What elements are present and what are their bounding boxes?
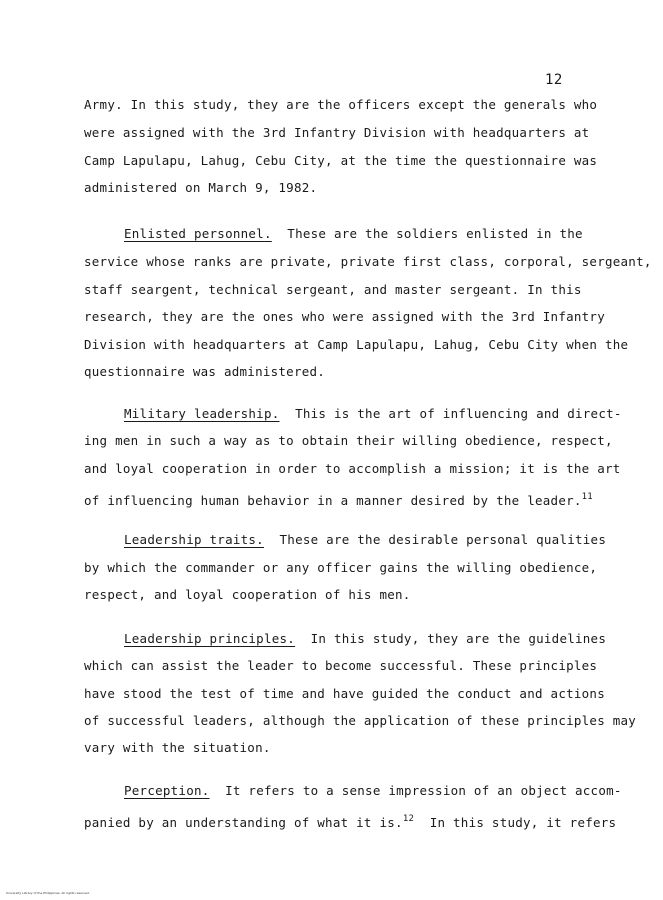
body-text: of influencing human behavior in a manner desired by the leader. — [84, 493, 582, 508]
term-perception: Perception. — [124, 783, 210, 798]
term-leadership-principles: Leadership principles. — [124, 631, 296, 646]
body-line: which can assist the leader to become successful. These principles — [84, 658, 598, 673]
footnote-marker: 12 — [402, 814, 415, 824]
body-line: questionnaire was administered. — [84, 364, 326, 379]
body-line — [84, 489, 593, 509]
definition-text: These are the desirable personal qualities — [263, 532, 607, 547]
definition-text: In this study, they are the guidelines — [295, 631, 607, 646]
body-line: were assigned with the 3rd Infantry Division with headquarters at — [84, 125, 590, 140]
definition-first-line — [124, 226, 583, 242]
body-text: In this study, it refers — [414, 815, 617, 830]
body-line: respect, and loyal cooperation of his men. — [84, 587, 411, 602]
definition-first-line — [124, 631, 606, 647]
library-footer: University Library of the Philippines. All rights reserved. — [6, 891, 90, 895]
footnote-marker: 11 — [581, 492, 593, 502]
term-enlisted-personnel: Enlisted personnel. — [124, 226, 272, 241]
body-line: administered on March 9, 1982. — [84, 180, 318, 195]
definition-text: It refers to a sense impression of an object accom- — [209, 783, 622, 798]
term-military-leadership: Military leadership. — [124, 406, 280, 421]
body-line — [84, 811, 616, 831]
body-text: panied by an understanding of what it is. — [84, 815, 403, 830]
definition-first-line — [124, 783, 622, 799]
body-line: research, they are the ones who were assigned with the 3rd Infantry — [84, 309, 605, 324]
definition-text: This is the art of influencing and direct- — [279, 406, 622, 421]
body-line: vary with the situation. — [84, 740, 271, 755]
term-leadership-traits: Leadership traits. — [124, 532, 264, 547]
body-line: Army. In this study, they are the officers except the generals who — [84, 97, 598, 112]
body-line: service whose ranks are private, private first class, corporal, sergeant, — [84, 254, 652, 269]
body-line: ing men in such a way as to obtain their willing obedience, respect, — [84, 433, 613, 448]
definition-first-line — [124, 532, 606, 548]
body-line: staff seargent, technical sergeant, and master sergeant. In this — [84, 282, 582, 297]
body-line: Division with headquarters at Camp Lapulapu, Lahug, Cebu City when the — [84, 337, 629, 352]
body-line: of successful leaders, although the application of these principles may — [84, 713, 637, 728]
definition-text: These are the soldiers enlisted in the — [271, 226, 583, 241]
body-line: and loyal cooperation in order to accomplish a mission; it is the art — [84, 461, 621, 476]
body-line: Camp Lapulapu, Lahug, Cebu City, at the time the questionnaire was — [84, 153, 598, 168]
body-line: by which the commander or any officer gains the willing obedience, — [84, 560, 598, 575]
definition-first-line — [124, 406, 622, 422]
body-line: have stood the test of time and have guided the conduct and actions — [84, 686, 605, 701]
page-number: 12 — [545, 72, 563, 88]
